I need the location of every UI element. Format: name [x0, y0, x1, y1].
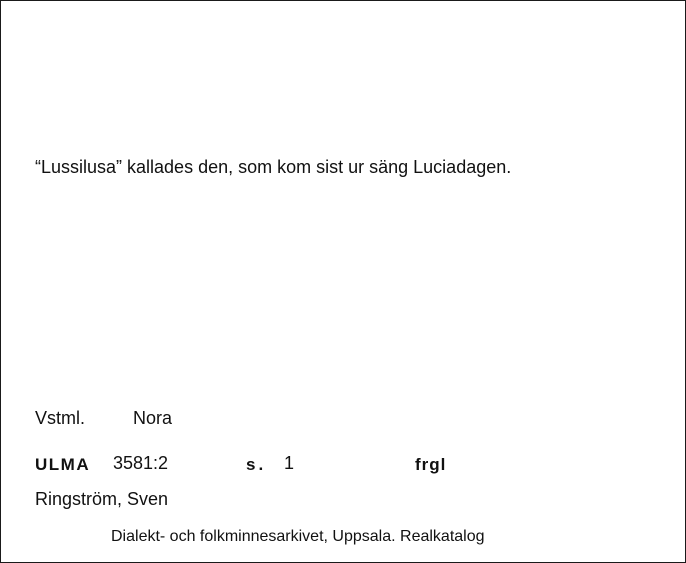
place-row [35, 408, 173, 429]
page-number: 1 [284, 453, 295, 473]
category-code: frgl [415, 455, 447, 474]
reference-number: 3581:2 [113, 453, 169, 473]
record-text: “Lussilusa” kallades den, som kom sist ur säng Luciadagen. [35, 157, 512, 177]
archive-footer: Dialekt- och folkminnesarkivet, Uppsala. Realkatalog [111, 528, 485, 545]
parish-label: Nora [133, 408, 173, 428]
collector-name: Ringström, Sven [35, 489, 169, 509]
page-label: s. [246, 455, 267, 474]
archive-code: ULMA [35, 455, 91, 474]
reference-row [35, 453, 495, 477]
region-label: Vstml. [35, 408, 86, 428]
